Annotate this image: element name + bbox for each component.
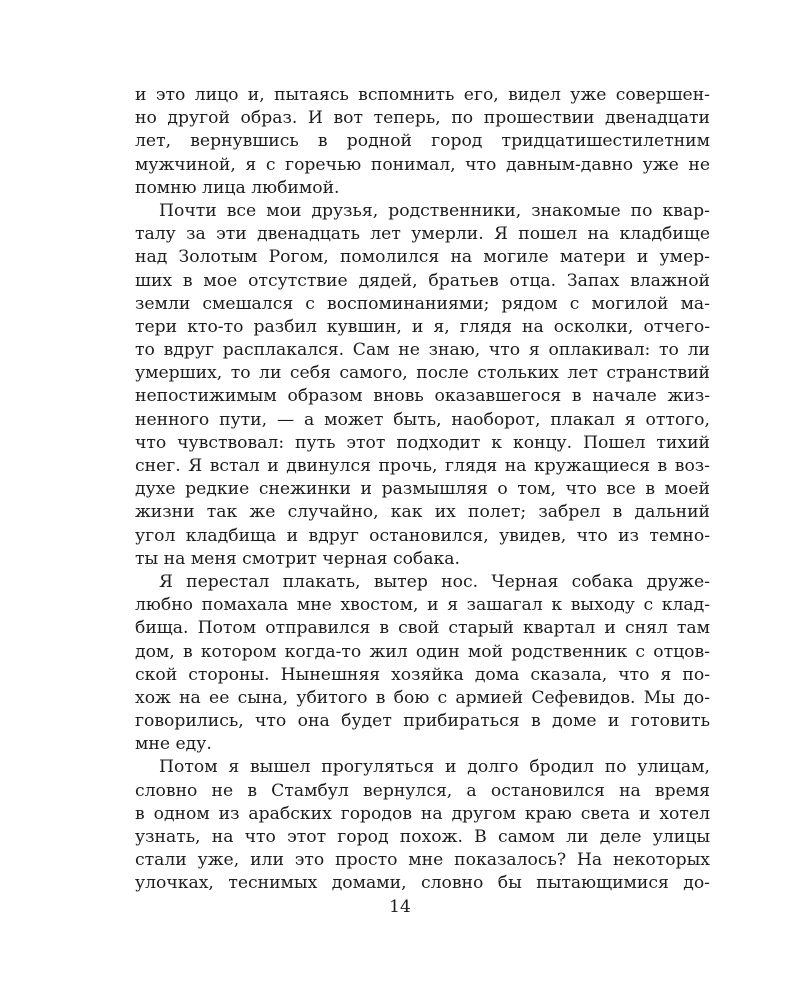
text-line: лет, вернувшись в родной город тридцатишестилетним (135, 131, 710, 152)
text-line: говорились, что она будет прибираться в доме и готовить (135, 711, 710, 732)
text-line: непостижимым образом вновь оказавшегося в начале жиз- (135, 386, 710, 407)
text-line: любно помахала мне хвостом, и я зашагал к выходу с клад- (135, 595, 710, 616)
text-line: духе редкие снежинки и размышляя о том, что все в моей (135, 479, 710, 500)
text-line: хож на ее сына, убитого в бою с армией Сефевидов. Мы до- (135, 687, 710, 708)
text-line: Почти все мои друзья, родственники, знакомые по квар- (159, 200, 710, 221)
text-line: жизни так же случайно, как их полет; забрел в дальний (135, 502, 710, 523)
text-line: но другой образ. И вот теперь, по прошествии двенадцати (135, 108, 710, 129)
paragraph-2 (135, 200, 710, 571)
text-line: словно не в Стамбул вернулся, а остановился на время (135, 780, 710, 801)
text-line: бища. Потом отправился в свой старый квартал и снял там (135, 618, 710, 639)
text-line: что чувствовал: путь этот подходит к концу. Пошел тихий (135, 432, 710, 453)
text-line: угол кладбища и вдруг остановился, увидев, что из темно- (135, 525, 710, 546)
text-line: тери кто-то разбил кувшин, и я, глядя на осколки, отчего- (135, 316, 710, 337)
text-line: земли смешался с воспоминаниями; рядом с могилой ма- (135, 293, 710, 314)
text-line: умерших, то ли себя самого, после стольких лет странствий (135, 363, 710, 384)
paragraph-1 (135, 84, 710, 200)
text-line: снег. Я встал и двинулся прочь, глядя на кружащиеся в воз- (135, 456, 710, 476)
text-line: узнать, на что этот город похож. В самом ли деле улицы (135, 827, 710, 847)
paragraph-4 (135, 756, 710, 895)
text-line: ты на меня смотрит черная собака. (135, 548, 460, 569)
text-line: стали уже, или это просто мне показалось? На некоторых (135, 850, 710, 871)
paragraph-3 (135, 571, 710, 757)
text-line: улочках, теснимых домами, словно бы пытающимися до- (135, 873, 710, 894)
text-line: то вдруг расплакался. Сам не знаю, что я оплакивал: то ли (135, 340, 710, 361)
text-line: в одном из арабских городов на другом краю света и хотел (135, 803, 710, 824)
text-line: над Золотым Рогом, помолился на могиле матери и умер- (135, 247, 710, 268)
text-line: помню лица любимой. (135, 177, 340, 198)
text-line: Я перестал плакать, вытер нос. Черная собака друже- (159, 571, 710, 592)
text-line: и это лицо и, пытаясь вспомнить его, видел уже совершен- (135, 85, 710, 105)
book-page (135, 84, 710, 896)
text-line: дом, в котором когда-то жил один мой родственник с отцов- (135, 641, 710, 662)
text-line: ненного пути, — а может быть, наоборот, плакал я оттого, (135, 409, 710, 430)
page-number: 14 (389, 897, 411, 917)
text-line: Потом я вышел прогуляться и долго бродил по улицам, (159, 757, 710, 778)
text-line: мужчиной, я с горечью понимал, что давным-давно уже не (135, 154, 710, 175)
text-line: ской стороны. Нынешняя хозяйка дома сказала, что я по- (135, 664, 710, 685)
text-line: мне еду. (135, 734, 212, 755)
text-line: талу за эти двенадцать лет умерли. Я пошел на кладбище (135, 224, 710, 245)
text-line: ших в мое отсутствие дядей, братьев отца. Запах влажной (135, 270, 710, 291)
